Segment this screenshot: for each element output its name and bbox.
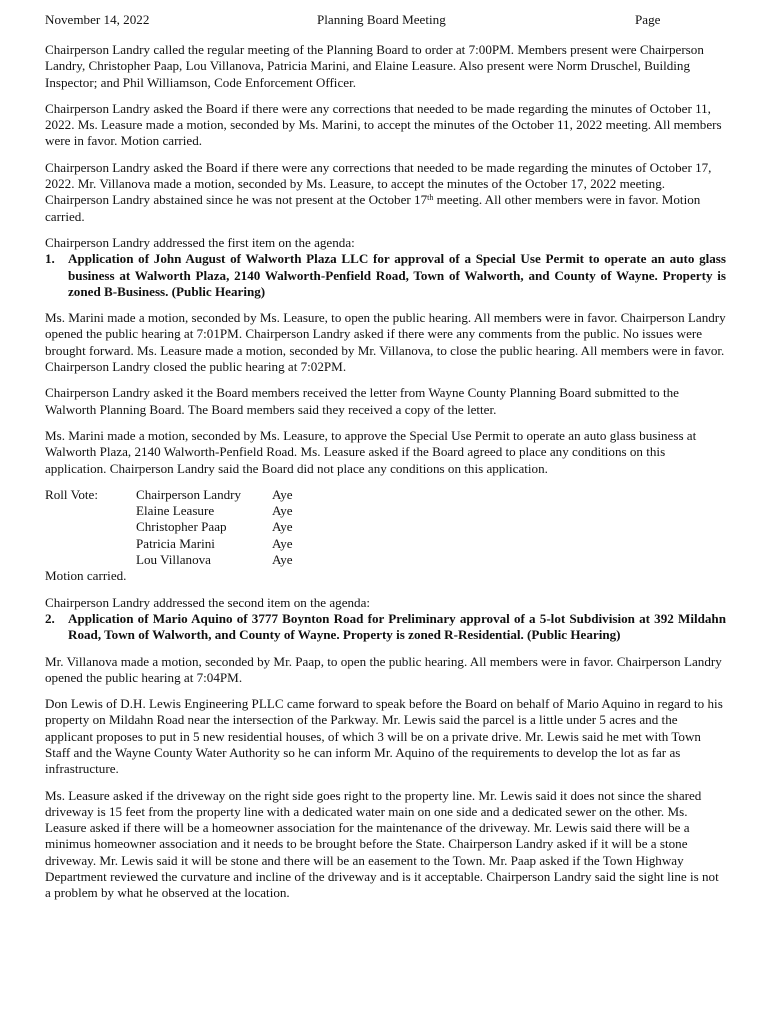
roll-vote-value: Aye bbox=[272, 535, 293, 551]
header-page-label: Page bbox=[635, 12, 661, 27]
roll-vote-label: Roll Vote: bbox=[45, 486, 98, 502]
paragraph-engineer-presentation: Don Lewis of D.H. Lewis Engineering PLLC came forward to speak before the Board on behalf of Mario Aquino in regard to his property on Mildahn Road near the intersection of the Parkway. Mr. Lewis said the parcel is a little under 5 acres and the applicant proposes to put in 5 new residential houses, of which 3 will be on a private drive. Mr. Lewis said he met with Town Staff and the Wayne County Water Authority so he can inform Mr. Aquino of the requirements to develop the lot as far as infrastructure. bbox=[45, 696, 723, 777]
roll-vote-member: Patricia Marini bbox=[136, 535, 215, 551]
ordinal-superscript: th bbox=[427, 193, 434, 203]
roll-vote-member: Chairperson Landry bbox=[136, 486, 242, 502]
agenda-item-number: 1. bbox=[45, 251, 55, 267]
roll-vote-value: Aye bbox=[272, 552, 293, 568]
roll-vote-value: Aye bbox=[272, 519, 293, 535]
header-date: November 14, 2022 bbox=[45, 12, 150, 27]
agenda-item-1 bbox=[45, 251, 726, 300]
roll-vote-value: Aye bbox=[272, 503, 293, 519]
paragraph-public-hearing-1: Ms. Marini made a motion, seconded by Ms. Leasure, to open the public hearing. All members were in favor. Chairperson Landry opened the public hearing at 7:01PM. Chairperson Landry asked if there were any comments from the public. No issues were brought forward. Ms. Leasure made a motion, seconded by Mr. Villanova, to close the public hearing. All members were in favor. Chairperson Landry closed the public hearing at 7:02PM. bbox=[45, 310, 726, 375]
paragraph-minutes-oct-17-part2: meeting. All other members were in favor. Motion carried. bbox=[45, 192, 701, 224]
roll-vote-result: Motion carried. bbox=[45, 568, 127, 584]
paragraph-minutes-oct-11: Chairperson Landry asked the Board if there were any corrections that needed to be made regarding the minutes of October 11, 2022. Ms. Leasure made a motion, seconded by Ms. Marini, to accept the minutes of the October 11, 2022 meeting. All members were in favor. Motion carried. bbox=[45, 100, 722, 149]
roll-vote-member: Lou Villanova bbox=[136, 552, 211, 568]
roll-vote-member: Elaine Leasure bbox=[136, 503, 215, 519]
paragraph-minutes-oct-17-part1: Chairperson Landry asked the Board if there were any corrections that needed to be made regarding the minutes of October 17, 2022. Mr. Villanova made a motion, seconded by Ms. Leasure, to accept the minutes of the October 17, 2022 meeting. Chairperson Landry abstained since he was not present at the October 17 bbox=[45, 159, 712, 208]
agenda-item-number: 2. bbox=[45, 610, 55, 626]
header-title: Planning Board Meeting bbox=[317, 12, 446, 27]
roll-vote-names bbox=[136, 487, 272, 568]
paragraph-second-item-intro: Chairperson Landry addressed the second item on the agenda: bbox=[45, 594, 371, 610]
paragraph-driveway-discussion: Ms. Leasure asked if the driveway on the right side goes right to the property line. Mr. Lewis said it does not since the shared driveway is 15 feet from the property line with a dedicated water main on one side and a dedicated sewer on the other. Ms. Leasure asked if there will be a homeowner association for the maintenance of the driveway. Mr. Lewis said there will be a minimus homeowner association and it needs to be brought before the State. Chairperson Landry asked if it will be a stone driveway. Mr. Lewis said it will be stone and there will be an easement to the Town. Mr. Paap asked if the Town Highway Department reviewed the curvature and incline of the driveway and is it acceptable. Chairperson Landry said the sight line is not a problem by what he observed at the location. bbox=[45, 787, 719, 901]
paragraph-first-item-intro: Chairperson Landry addressed the first item on the agenda: bbox=[45, 234, 355, 250]
roll-vote-table bbox=[45, 487, 726, 568]
paragraph-minutes-oct-17 bbox=[45, 160, 726, 225]
agenda-item-text: Application of Mario Aquino of 3777 Boynton Road for Preliminary approval of a 5-lot Subdivision at 392 Mildahn Road, Town of Walworth, and County of Wayne. Property is zoned R-Residential. (Public Hearing) bbox=[68, 610, 726, 643]
paragraph-public-hearing-2: Mr. Villanova made a motion, seconded by Mr. Paap, to open the public hearing. All members were in favor. Chairperson Landry opened the public hearing at 7:04PM. bbox=[45, 653, 722, 685]
page-header bbox=[45, 12, 726, 30]
paragraph-county-letter: Chairperson Landry asked it the Board members received the letter from Wayne County Planning Board submitted to the Walworth Planning Board. The Board members said they received a copy of the letter. bbox=[45, 385, 679, 417]
paragraph-call-to-order: Chairperson Landry called the regular meeting of the Planning Board to order at 7:00PM. Members present were Chairperson Landry, Christopher Paap, Lou Villanova, Patricia Marini, and Elaine Leasure. Also present were Norm Druschel, Building Inspector; and Phil Williamson, Code Enforcement Officer. bbox=[45, 42, 704, 90]
roll-vote-member: Christopher Paap bbox=[136, 519, 227, 535]
roll-vote-votes bbox=[272, 487, 293, 568]
agenda-item-text: Application of John August of Walworth Plaza LLC for approval of a Special Use Permit to operate an auto glass business at Walworth Plaza, 2140 Walworth-Penfield Road, Town of Walworth, and County of Wayne. Property is zoned B-Business. (Public Hearing) bbox=[68, 251, 726, 299]
roll-vote-value: Aye bbox=[272, 486, 293, 502]
paragraph-approval-motion: Ms. Marini made a motion, seconded by Ms. Leasure, to approve the Special Use Permit to operate an auto glass business at Walworth Plaza, 2140 Walworth-Penfield Road. Ms. Leasure asked if the Board agreed to place any conditions on this application. Chairperson Landry said the Board did not place any conditions on this application. bbox=[45, 427, 697, 476]
agenda-item-2 bbox=[45, 611, 726, 644]
